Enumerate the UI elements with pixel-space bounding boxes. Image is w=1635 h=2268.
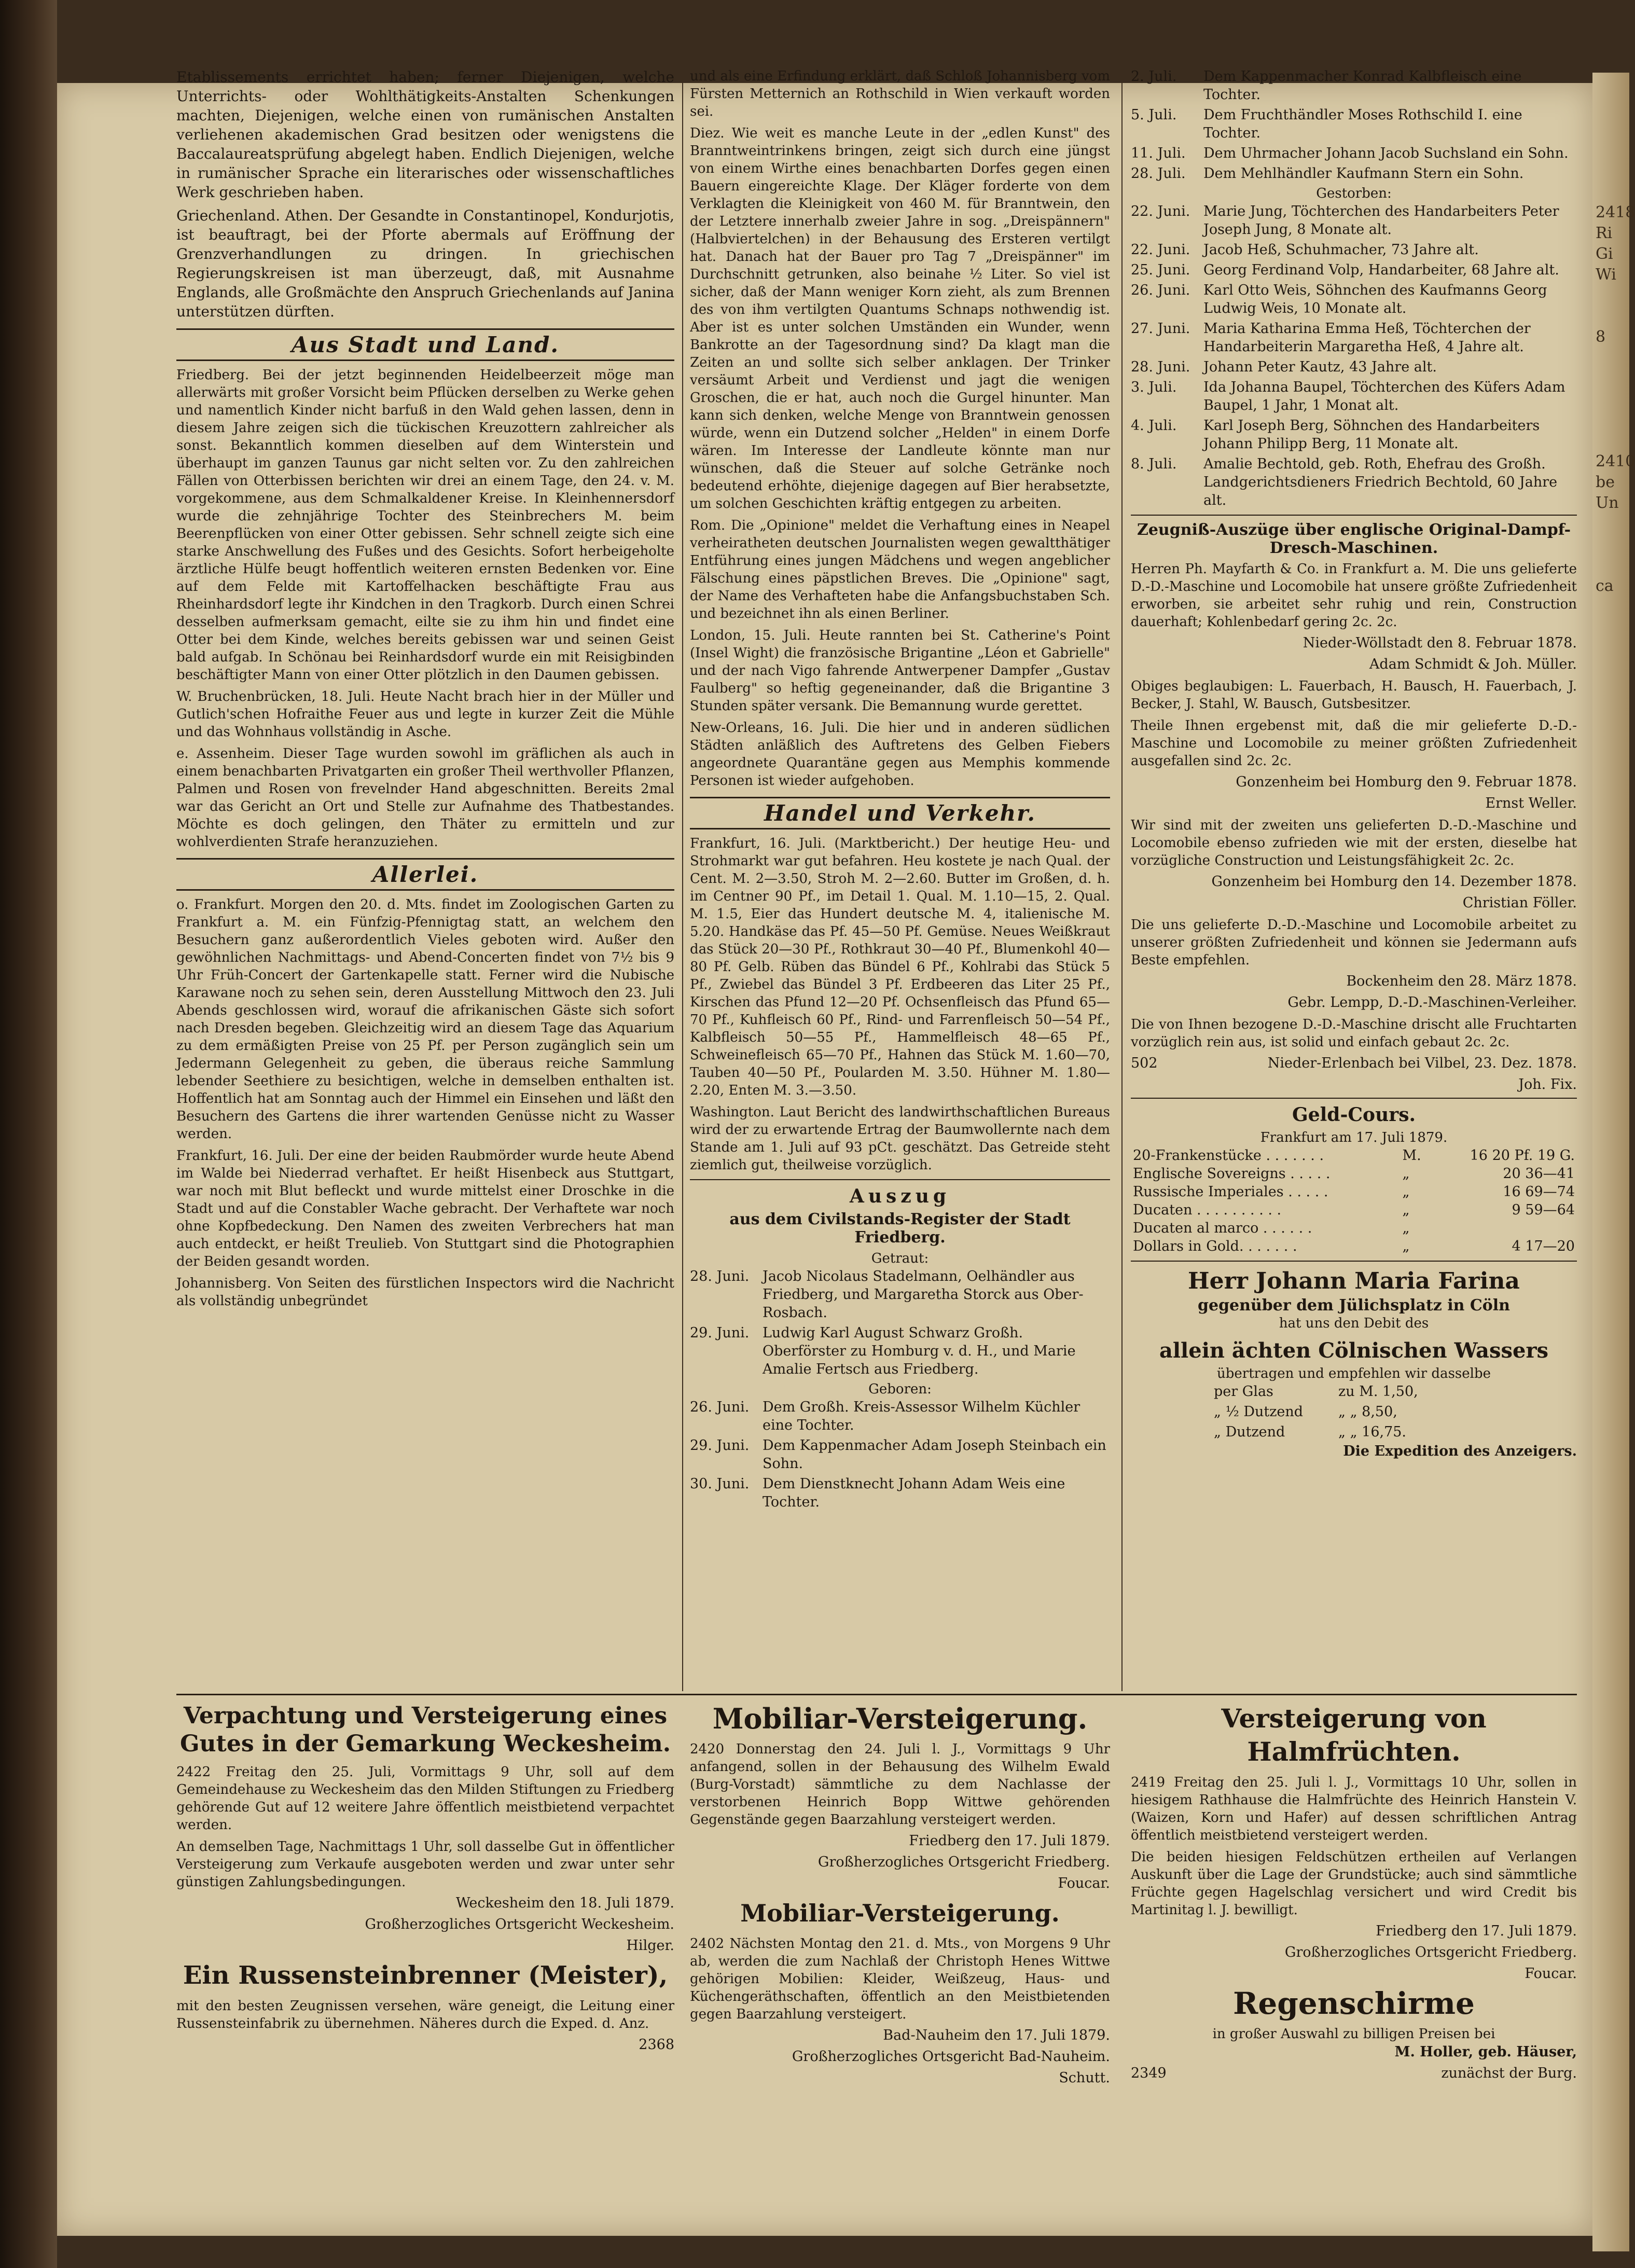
ad-sig: Hilger. [626,1938,674,1954]
testimonial-sig: Bockenheim den 28. März 1878. [1346,973,1577,989]
farina-heading: Herr Johann Maria Farina [1188,1268,1520,1294]
section-heading-stadt-land: Aus Stadt und Land. [176,328,674,361]
list-item: 8. Juli. Amalie Bechtold, geb. Roth, Ehefrau des Großh. Landgerichtsdieners Friedrich Bechtold, 60 Jahre alt. [1131,456,1558,508]
article-washington: Washington. Laut Bericht des landwirthschaftlichen Bureaus wird der zu erwartende Ertrag der Baumwollernte nach dem Stande am 1. Juli auf 93 pCt. geschätzt. Das Getreide steht ziemlich gut, theilweise vorzüglich. [690,1104,1110,1173]
list-item: 22. Juni. Jacob Heß, Schuhmacher, 73 Jahre alt. [1131,242,1479,258]
label-getraut: Getraut: [871,1251,929,1266]
edge-text: Gi [1596,245,1613,263]
testimonial-sig: Gonzenheim bei Homburg den 14. Dezember 1878. [1211,874,1577,890]
ad-title: Regenschirme [1233,1986,1475,2021]
exchange-heading: Geld-Cours. [1292,1104,1416,1126]
ad-sig: Friedberg den 17. Juli 1879. [1376,1923,1577,1939]
list-item: 27. Juni. Maria Katharina Emma Heß, Töchterchen der Handarbeiterin Margaretha Heß, 4 Jahre alt. [1131,321,1531,355]
ad-sig: Foucar. [1525,1966,1577,1982]
article-diez: Diez. Wie weit es manche Leute in der „edlen Kunst" des Branntweintrinkens bringen, zeigt sich durch eine jüngst von einem Wirthe eines benachbarten Dorfes gegen einen Bauern eingereichte Klage. Der Kläger forderte von dem Verklagten die Kleinigkeit von 460 M. für Branntwein, den der Letztere innerhalb zweier Jahre in sog. „Dreispännern" (Halbviertelchen) in der Behausung des Ersteren vertilgt hat. Danach hat der Bauer pro Tag 7 „Dreispänner" im Durchschnitt getrunken, also beinahe ½ Liter. So viel ist sicher, daß der Mann weniger Korn zieht, als zum Brennen des von ihm vertilgten Quantums Schnaps nothwendig ist. Aber ist es unter solchen Umständen ein Wunder, wenn Bankrotte an der Tagesordnung sind? Da klagt man die Zeiten an und sollte sich selber anklagen. Der Trinker versäumt Arbeit und Verdienst und jagt die wenigen Groschen, die er hat, auch noch die Gurgel hinunter. Man kann sich denken, welche Menge von Branntwein genossen würde, wenn ein Dutzend solcher „Helden" in einem Dorfe wären. Im Interesse der Landleute könnte man nur wünschen, daß die Steuer auf solche Getränke noch bedeutend erhöhte, diejenige dagegen auf Bier herabsetzte, um solchen Geschichten kräftig entgegen zu arbeiten. [690,126,1110,511]
ad-sig: Weckesheim den 18. Juli 1879. [455,1895,674,1911]
ad-text: Die beiden hiesigen Feldschützen ertheilen auf Verlangen Auskunft über die Lage der Grundstücke; auch sind sämmtliche Früchte gegen Hagelschlag versichert und wird Credit bis Martinitag l. J. bewilligt. [1131,1849,1577,1918]
ad-title: Mobiliar-Versteigerung. [712,1702,1088,1735]
column-1 [176,67,674,1314]
ad-text: 2420 Donnerstag den 24. Juli l. J., Vormittags 9 Uhr anfangend, sollen in der Behausung des Wilhelm Ewald (Burg-Vorstadt) sämmtliche zu dem Nachlasse der verstorbenen Heinrich Bopp Wittwe gehörenden Gegenstände gegen Baarzahlung versteigert werden. [690,1741,1110,1828]
testimonial-text: Herren Ph. Mayfarth & Co. in Frankfurt a. M. Die uns gelieferte D.-D.-Maschine und Locomobile hat unsere größte Zufriedenheit erworben, sie arbeitet sehr ruhig und rein, Construction dauerhaft; Kohlenbedarf gering 2c. 2c. [1131,561,1577,630]
exchange-date: Frankfurt am 17. Juli 1879. [1260,1130,1448,1145]
table-row: Ducaten al marco . . . . . . „ [1133,1220,1410,1236]
article-friedberg-otters: Friedberg. Bei der jetzt beginnenden Heidelbeerzeit möge man allerwärts mit großer Vorsicht beim Pflücken derselben zu Werke gehen und namentlich Kinder nicht barfuß in den Wald gehen lassen, denn in diesem Jahre zeigen sich die tückischen Kreuzottern zahlreicher als sonst. Bekanntlich kommen dieselben auf dem Winterstein und überhaupt im ganzen Taunus gar nicht selten vor. Zu den zahlreichen Fällen von Otterbissen berichten wir drei an einem Tage, den 24. v. M. vorgekommene, aus dem Schmalkaldener Kreise. In Kleinhennersdorf wurde die zehnjährige Tochter des Steinbrechers M. beim Beerenpflücken von einer Otter gebissen. Sehr schnell zeigte sich eine starke Anschwellung des Fußes und des Gesichts. Sofort herbeigeholte ärztliche Hülfe beugt hoffentlich weiteren ernsten Bedenken vor. Eine auf dem Felde mit Kartoffelhacken beschäftigte Frau aus Rheinhardsdorf legte ihr Kindchen in den Tragkorb. Durch einen Schrei desselben aufmerksam gemacht, eilte sie zu ihm hin und findet eine Otter bei dem Kinde, welches bereits gebissen war und seinen Geist bald aufgab. In Schönau bei Reinhardsdorf wurde ein mit Reisigbinden beschäftigter Mann von einer Otter plötzlich in den Daumen gebissen. [176,367,674,683]
ad-sig: Großherzogliches Ortsgericht Friedberg. [1284,1944,1577,1960]
ad-halmfruechte [1131,1699,1577,2086]
article-assenheim: e. Assenheim. Dieser Tage wurden sowohl im gräflichen als auch in einem benachbarten Privatgarten ein großer Theil werthvoller Pflanzen, Palmen und Rosen von frevelnder Hand abgeschnitten. Bereits 2mal war das Gericht an Ort und Stelle zur Aufnahme des Thatbestandes. Möchte es doch gelingen, den Thäter zu ermitteln und zur wohlverdienten Strafe heranzuziehen. [176,746,674,850]
ad-sig: Großherzogliches Ortsgericht Friedberg. [818,1854,1110,1870]
edge-text: Wi [1596,266,1616,284]
list-item: 11. Juli. Dem Uhrmacher Johann Jacob Suchsland ein Sohn. [1131,145,1569,161]
testimonial-text: Die von Ihnen bezogene D.-D.-Maschine drischt alle Fruchtarten vorzüglich rein aus, ist solid und einfach gebaut 2c. 2c. [1131,1017,1577,1050]
article-rom: Rom. Die „Opinione" meldet die Verhaftung eines in Neapel verheiratheten deutschen Journalisten wegen gewaltthätiger Entführung eines jungen Mädchens und wegen angeblicher Fälschung eines päpstlichen Breves. Die „Opinione" sagt, der Name des Verhafteten habe die Anfangsbuchstaben Sch. und bezeichnet ihn als einen Berliner. [690,518,1110,621]
testimonial-heading: Zeugniß-Auszüge über englische Original-Dampf-Dresch-Maschinen. [1137,521,1571,557]
list-item: 25. Juni. Georg Ferdinand Volp, Handarbeiter, 68 Jahre alt. [1131,262,1559,278]
list-item: 28. Juni. Jacob Nicolaus Stadelmann, Oelhändler aus Friedberg, und Margaretha Storck aus Ober-Rosbach. [690,1268,1084,1321]
article-johannisberg: Johannisberg. Von Seiten des fürstlichen Inspectors wird die Nachricht als vollständig unbegründet [176,1276,674,1309]
column-divider [1121,67,1123,1691]
ad-text: 2419 Freitag den 25. Juli l. J., Vormittags 10 Uhr, sollen in hiesigem Rathhause die Halmfrüchte des Heinrich Hanstein V. (Waizen, Korn und Hafer) auf dessen schriftlichen Antrag öffentlich meistbietend versteigert werden. [1131,1775,1577,1843]
edge-text: ca [1596,577,1614,595]
ad-mobiliar [690,1699,1110,2091]
table-row: Englische Sovereigns . . . . . „ 20 36—41 [1133,1166,1575,1182]
farina-product: allein ächten Cölnischen Wassers [1159,1338,1549,1363]
ad-sig: M. Holler, geb. Häuser, [1394,2044,1577,2060]
edge-text: 8 [1596,328,1606,346]
article-frankfurt-zoo: o. Frankfurt. Morgen den 20. d. Mts. findet im Zoologischen Garten zu Frankfurt a. M. ein Fünfzig-Pfennigtag statt, an welchem den Besuchern ganz außerordentlich Vieles geboten wird. Außer den gewöhnlichen Nachmittags- und Abend-Concerten findet von 7½ bis 9 Uhr Früh-Concert der Gartenkapelle statt. Ferner wird die Nubische Karawane noch zu sehen sein, deren Ausstellung Mittwoch den 23. Juli Abends geschlossen wird, worauf die afrikanischen Gäste sich sofort nach Dresden begeben. Gleichzeitig wird an diesem Tage das Aquarium zu dem ermäßigten Preise von 25 Pf. per Person zugänglich sein um Jedermann Gelegenheit zu geben, die überaus reiche Sammlung lebender Seethiere zu besichtigen, welche in demselben enthalten ist. Hoffentlich hat am Sonntag auch der Himmel ein Einsehen und läßt den Besuchern des Gartens die ihrer wartenden Genüsse nicht zu Wasser werden. [176,897,674,1142]
testimonial-text: Die uns gelieferte D.-D.-Maschine und Locomobile arbeitet zu unserer größten Zufriedenheit und können sie Jedermann aufs Beste empfehlen. [1131,917,1577,968]
ad-title: Versteigerung von Halmfrüchten. [1221,1703,1487,1767]
label-geboren: Geboren: [868,1381,932,1397]
ad-number: 2349 [1131,2065,1167,2081]
farina-signature: Die Expedition des Anzeigers. [1343,1443,1577,1459]
column-2 [690,67,1110,1513]
article-frankfurt-arrest: Frankfurt, 16. Juli. Der eine der beiden Raubmörder wurde heute Abend im Walde bei Niederrad verhaftet. Er heißt Hisenbeck aus Stuttgart, war noch mit Blut befleckt und wurde mittelst einer Droschke in die Stadt und auf die Constabler Wache gebracht. Der Verhaftete war noch ohne Kopfbedeckung. Den Namen des zweiten Verbrechers hat man auch entdeckt, er heißt Treulieb. Von Stuttgart sind die Photographien der Beiden gesandt worden. [176,1148,674,1269]
table-row: Dollars in Gold. . . . . . . „ 4 17—20 [1133,1238,1575,1254]
ad-sig: Bad-Nauheim den 17. Juli 1879. [883,2027,1110,2043]
list-item: 30. Juni. Dem Dienstknecht Johann Adam Weis eine Tochter. [690,1476,1065,1510]
testimonial-text: Theile Ihnen ergebenst mit, daß die mir gelieferte D.-D.-Maschine und Locomobile zu meiner größten Zufriedenheit ausgefallen sind 2c. 2c. [1131,718,1577,769]
table-row: Russische Imperiales . . . . . „ 16 69—74 [1133,1184,1575,1200]
ad-sig: Schutt. [1059,2070,1110,2086]
divider [1131,1261,1577,1262]
list-item: 28. Juni. Johann Peter Kautz, 43 Jahre alt. [1131,359,1437,375]
list-item: 5. Juli. Dem Fruchthändler Moses Rothschild I. eine Tochter. [1131,107,1522,141]
testimonial-text: Obiges beglaubigen: L. Fauerbach, H. Bausch, H. Fauerbach, J. Becker, J. Stahl, W. Bausch, Gutsbesitzer. [1131,679,1577,712]
ad-text: 2422 Freitag den 25. Juli, Vormittags 9 Uhr, soll auf dem Gemeindehause zu Weckesheim das den Milden Stiftungen zu Friedberg gehörende Gut auf 12 weitere Jahre öffentlich meistbietend verpachtet werden. [176,1764,674,1833]
list-item: 2. Juli. Dem Kappenmacher Konrad Kalbfleisch eine Tochter. [1131,68,1522,103]
farina-text: übertragen und empfehlen wir dasselbe [1217,1366,1491,1381]
testimonial-sig: Joh. Fix. [1518,1076,1577,1092]
ad-weckesheim [176,1699,674,2058]
farina-address: gegenüber dem Jülichsplatz in Cöln [1198,1296,1510,1315]
ad-number: 502 [1131,1055,1158,1071]
list-item: 4. Juli. Karl Joseph Berg, Söhnchen des Handarbeiters Johann Philipp Berg, 11 Monate alt. [1131,418,1540,452]
list-item: 3. Juli. Ida Johanna Baupel, Töchterchen des Küfers Adam Baupel, 1 Jahr, 1 Monat alt. [1131,379,1565,413]
ad-sig: Großherzogliches Ortsgericht Weckesheim. [365,1916,674,1932]
ad-number: 2368 [639,2037,674,2053]
edge-text: Ri [1596,224,1613,242]
article-greece: Griechenland. Athen. Der Gesandte in Constantinopel, Kondurjotis, ist beauftragt, bei der Pforte abermals auf Eröffnung der Grenzverhandlungen zu dringen. In griechischen Regierungskreisen ist man überzeugt, daß, mit Ausnahme Englands, alle Großmächte den Anspruch Griechenlands auf Janina unterstützen dürften. [176,207,674,320]
ad-title: Ein Russensteinbrenner (Meister), [183,1961,668,1990]
price-row: per Glas zu M. 1,50, [1214,1384,1418,1400]
divider [690,1179,1110,1180]
ad-text: An demselben Tage, Nachmittags 1 Uhr, soll dasselbe Gut in öffentlicher Versteigerung zum Verkaufe ausgeboten werden und zwar unter sehr günstigen Zahlungsbedingungen. [176,1839,674,1890]
section-heading-allerlei: Allerlei. [176,858,674,891]
testimonial-sig: 502 Nieder-Erlenbach bei Vilbel, 23. Dez. 1878. [1131,1055,1577,1071]
price-row: „ ½ Dutzend „ „ 8,50, [1214,1404,1397,1420]
list-item: 26. Juni. Karl Otto Weis, Söhnchen des Kaufmanns Georg Ludwig Weis, 10 Monate alt. [1131,282,1547,316]
ad-text: mit den besten Zeugnissen versehen, wäre geneigt, die Leitung einer Russensteinfabrik zu übernehmen. Näheres durch die Exped. d. Anz. [176,1998,674,2031]
article-london: London, 15. Juli. Heute rannten bei St. Catherine's Point (Insel Wight) die französische Brigantine „Léon et Gabrielle" und der nach Vigo fahrende Antwerpener Dampfer „Gustav Faulberg" so heftig gegeneinander, daß die Brigantine 3 Stunden später versank. Die Bemannung wurde gerettet. [690,628,1110,714]
civil-register-heading: Auszug [849,1185,951,1207]
article-new-orleans: New-Orleans, 16. Juli. Die hier und in anderen südlichen Städten anläßlich des Auftretens des Gelben Fiebers angeordnete Quarantäne gegen aus Memphis kommende Personen ist wieder aufgehoben. [690,720,1110,789]
section-heading-handel: Handel und Verkehr. [690,797,1110,829]
article-johannisberg-cont: und als eine Erfindung erklärt, daß Schloß Johannisberg vom Fürsten Metternich an Rothschild in Wien verkauft worden sei. [690,68,1110,119]
ad-text: in großer Auswahl zu billigen Preisen bei [1212,2026,1495,2042]
testimonial-sig: Ernst Weller. [1485,795,1577,811]
testimonial-sig: Gonzenheim bei Homburg den 9. Februar 1878. [1236,774,1577,790]
list-item: 22. Juni. Marie Jung, Töchterchen des Handarbeiters Peter Joseph Jung, 8 Monate alt. [1131,203,1559,238]
price-row: „ Dutzend „ „ 16,75. [1214,1424,1407,1440]
farina-text: hat uns den Debit des [1279,1316,1429,1331]
list-item: 26. Juni. Dem Großh. Kreis-Assessor Wilhelm Küchler eine Tochter. [690,1399,1080,1433]
divider [1131,515,1577,516]
ads-divider [176,1694,1577,1695]
list-item: 29. Juni. Ludwig Karl August Schwarz Großh. Oberförster zu Homburg v. d. H., und Marie Amalie Fertsch aus Friedberg. [690,1325,1076,1377]
testimonial-text: Wir sind mit der zweiten uns gelieferten D.-D.-Maschine und Locomobile ebenso zufrieden wie mit der ersten, dieselbe hat vorzügliche Construction und Leistungsfähigkeit 2c. 2c. [1131,818,1577,868]
book-binding-left [0,0,57,2268]
testimonial-sig: Nieder-Wöllstadt den 8. Februar 1878. [1303,635,1577,651]
list-item: 28. Juli. Dem Mehlhändler Kaufmann Stern ein Sohn. [1131,165,1524,182]
ad-title: Verpachtung und Versteigerung eines Gutes in der Gemarkung Weckesheim. [179,1703,671,1757]
article-rumania: Etablissements errichtet haben; ferner Diejenigen, welche Unterrichts- oder Wohlthätigkeits-Anstalten Schenkungen machten, Diejenigen, welche einen von rumänischen Anstalten verliehenen akademischen Grad besitzen oder wenigstens die Baccalaureatsprüfung abgelegt haben. Endlich Diejenigen, welche in rumänischer Sprache ein literarisches oder wissenschaftliches Werk geschrieben haben. [176,68,674,201]
exchange-table [1131,1146,1577,1255]
adjacent-page-edge [1592,73,1635,2251]
table-row: Ducaten . . . . . . . . . . „ 9 59—64 [1133,1202,1575,1218]
ad-sig: Foucar. [1058,1875,1110,1891]
testimonial-sig: Christian Föller. [1462,895,1577,911]
article-market-report: Frankfurt, 16. Juli. (Marktbericht.) Der heutige Heu- und Strohmarkt war gut befahren. Heu kostete je nach Qual. der Cent. M. 2—3.50, Stroh M. 2—2.60. Butter im Großen, d. h. im Centner 90 Pf., im Detail 1. Qual. M. 1.10—15, 2. Qual. M. 1.5, Eier das Hundert deutsche M. 4, italienische M. 5.20. Handkäse das Pf. 45—50 Pf. Gemüse. Neues Weißkraut das Stück 20—30 Pf., Rothkraut 30—40 Pf., Blumenkohl 40—80 Pf. Gelb. Rüben das Bündel 6 Pf., Kohlrabi das Stück 5 Pf., Zwiebel das Bündel 3 Pf. Erdbeeren das Liter 25 Pf., Kirschen das Pfund 12—20 Pf. Ochsenfleisch das Pfund 65—70 Pf., Kuhfleisch 60 Pf., Rind- und Farrenfleisch 50—54 Pf., Kalbfleisch 50—55 Pf., Hammelfleisch 48—65 Pf., Schweinefleisch 65—70 Pf., Hahnen das Stück M. 1.60—70, Tauben 40—50 Pf., Poularden M. 3.50. Hühner M. 1.80—2.20, Enten M. 3.—3.50. [690,836,1110,1098]
edge-text: 2410 [1596,452,1635,471]
column-3 [1131,67,1577,1464]
edge-text: be [1596,473,1615,491]
edge-text: 2418 [1596,203,1635,222]
edge-text: Un [1596,494,1619,512]
testimonial-sig: Adam Schmidt & Joh. Müller. [1369,656,1577,672]
ad-text: 2402 Nächsten Montag den 21. d. Mts., von Morgens 9 Uhr ab, werden die zum Nachlaß der Christoph Henes Wittwe gehörigen Mobilien: Kleider, Weißzeug, Haus- und Küchengeräthschaften, öffentlich an den Meistbietenden gegen Baarzahlung versteigert. [690,1936,1110,2022]
ad-title: Mobiliar-Versteigerung. [740,1899,1060,1927]
divider [1131,1098,1577,1099]
column-divider [682,67,683,1691]
article-bruchenbruecken: W. Bruchenbrücken, 18. Juli. Heute Nacht brach hier in der Müller und Gutlich'schen Hofraithe Feuer aus und legte in kurzer Zeit die Mühle und das Wohnhaus vollständig in Asche. [176,689,674,740]
label-gestorben: Gestorben: [1316,186,1392,201]
ad-sig: Friedberg den 17. Juli 1879. [909,1833,1110,1849]
testimonial-sig: Gebr. Lempp, D.-D.-Maschinen-Verleiher. [1287,994,1577,1011]
civil-register-subheading: aus dem Civilstands-Register der Stadt Friedberg. [729,1210,1071,1247]
table-row: 20-Frankenstücke . . . . . . . M. 16 20 Pf. 19 G. [1133,1147,1575,1164]
list-item: 29. Juni. Dem Kappenmacher Adam Joseph Steinbach ein Sohn. [690,1437,1106,1472]
ad-sig: Großherzogliches Ortsgericht Bad-Nauheim. [792,2049,1110,2065]
ad-sig: 2349 zunächst der Burg. [1131,2065,1577,2081]
